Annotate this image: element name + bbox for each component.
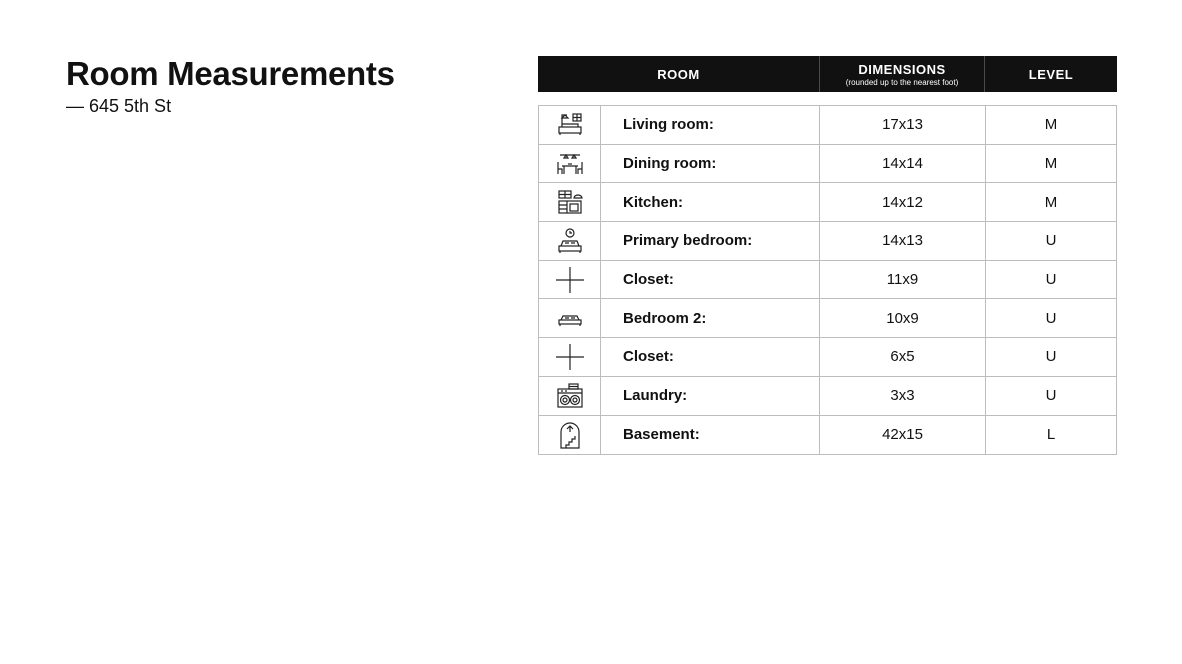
- table-row: [539, 261, 1116, 300]
- laundry-icon: [539, 377, 601, 415]
- room-level: U: [1045, 271, 1057, 289]
- page-title: Room Measurements: [66, 55, 395, 92]
- room-level: U: [1045, 232, 1057, 250]
- room-level: M: [1044, 193, 1058, 211]
- room-level: L: [1046, 426, 1056, 444]
- primary-bedroom-icon: [539, 222, 601, 260]
- room-level: U: [1045, 348, 1057, 366]
- table-row: [539, 106, 1116, 145]
- room-name: Bedroom 2:: [601, 299, 820, 337]
- table-row: [539, 299, 1116, 338]
- table-row: [539, 183, 1116, 222]
- room-name: Kitchen:: [601, 183, 820, 221]
- room-dimensions: 14x12: [820, 183, 986, 221]
- room-dimensions: 11x9: [820, 261, 986, 299]
- room-dimensions: 42x15: [820, 416, 986, 455]
- bedroom-icon: [539, 299, 601, 337]
- column-header-dimensions-note: (rounded up to the nearest foot): [845, 77, 959, 87]
- room-name: Basement:: [601, 416, 820, 455]
- room-name: Closet:: [601, 261, 820, 299]
- table-header: [538, 56, 1117, 92]
- dining-room-icon: [539, 145, 601, 183]
- column-header-dimensions-label: DIMENSIONS: [858, 61, 946, 77]
- room-dimensions: 10x9: [820, 299, 986, 337]
- room-name: Dining room:: [601, 145, 820, 183]
- column-header-level: [985, 56, 1117, 92]
- kitchen-icon: [539, 183, 601, 221]
- room-level: U: [1045, 309, 1057, 327]
- table-row: [539, 338, 1116, 377]
- room-name: Laundry:: [601, 377, 820, 415]
- column-header-level-label: LEVEL: [1028, 66, 1074, 82]
- room-level: M: [1044, 116, 1058, 134]
- room-level: M: [1044, 155, 1058, 173]
- closet-icon: [539, 261, 601, 299]
- room-dimensions: 6x5: [820, 338, 986, 376]
- table-row: [539, 145, 1116, 184]
- page-subtitle: — 645 5th St: [66, 96, 172, 116]
- column-header-dimensions: [820, 56, 985, 92]
- room-name: Living room:: [601, 106, 820, 144]
- table-row: [539, 416, 1116, 455]
- room-dimensions: 17x13: [820, 106, 986, 144]
- room-table: [538, 105, 1117, 455]
- living-room-icon: [539, 106, 601, 144]
- table-row: [539, 377, 1116, 416]
- room-dimensions: 3x3: [820, 377, 986, 415]
- column-header-room: [538, 56, 820, 92]
- table-row: [539, 222, 1116, 261]
- room-dimensions: 14x14: [820, 145, 986, 183]
- basement-icon: [539, 416, 601, 455]
- column-header-room-label: ROOM: [657, 66, 700, 82]
- room-level: U: [1045, 387, 1057, 405]
- closet-icon: [539, 338, 601, 376]
- room-name: Primary bedroom:: [601, 222, 820, 260]
- room-dimensions: 14x13: [820, 222, 986, 260]
- room-name: Closet:: [601, 338, 820, 376]
